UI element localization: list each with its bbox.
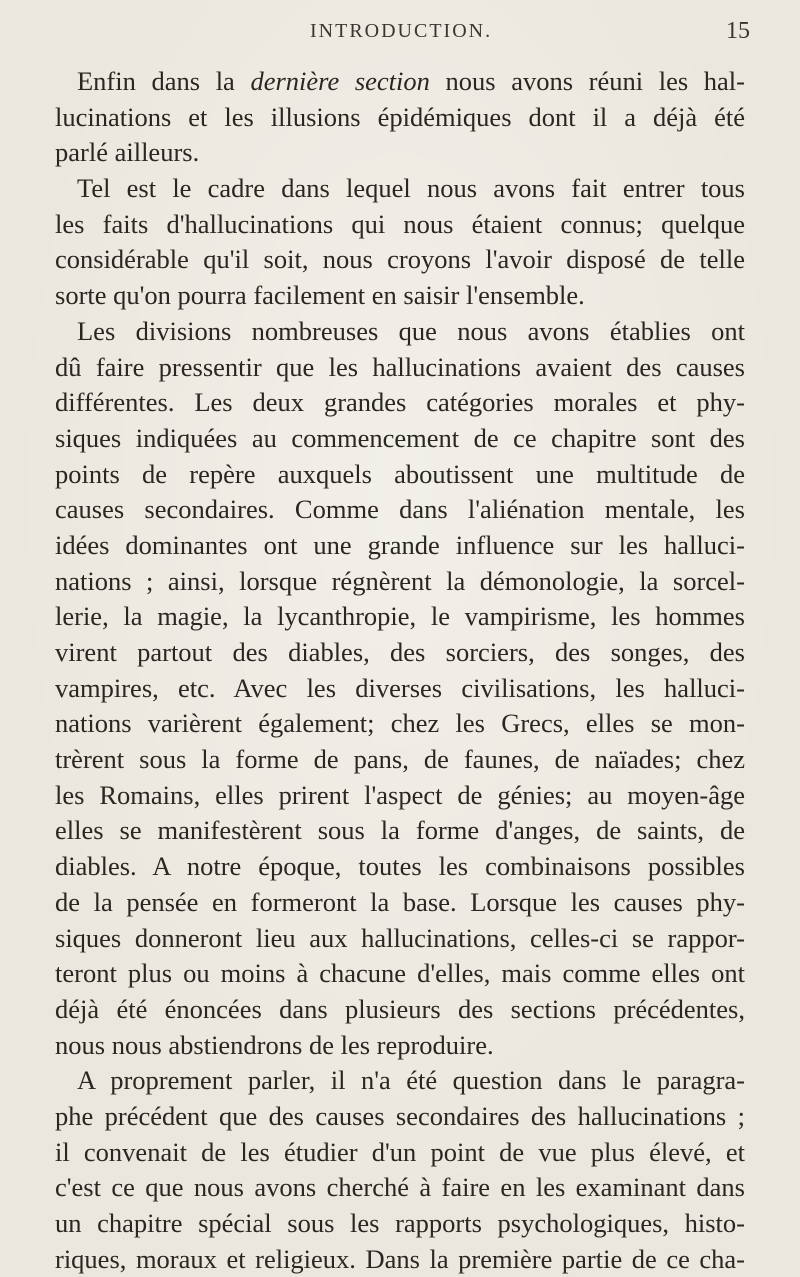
- text-line: [55, 956, 745, 992]
- text-line-content: nous avons réuni les hal-: [429, 66, 745, 96]
- text-line: [55, 992, 745, 1028]
- text-line-content: lerie, la magie, la lycanthropie, le vampirisme, les hommes: [55, 601, 745, 632]
- text-line: [55, 314, 745, 350]
- text-line-content: siques donneront lieu aux hallucinations, celles-ci se rappor-: [55, 922, 745, 953]
- text-line-content: vampires, etc. Avec les diverses civilisations, les halluci-: [55, 672, 745, 703]
- text-line: [55, 528, 745, 564]
- italic-phrase: dernière section: [250, 66, 430, 96]
- text-line-content: idées dominantes ont une grande influence sur les halluci-: [55, 529, 745, 560]
- text-line: [55, 135, 745, 171]
- text-line: [55, 706, 745, 742]
- text-line: [55, 635, 745, 671]
- text-line: [55, 278, 745, 314]
- text-line: [55, 813, 745, 849]
- text-line-content: c'est ce que nous avons cherché à faire en les examinant dans: [55, 1172, 745, 1203]
- text-line: [55, 207, 745, 243]
- running-head-title: INTRODUCTION.: [310, 20, 493, 42]
- text-line: [55, 350, 745, 386]
- text-line-content: un chapitre spécial sous les rapports psychologiques, histo-: [55, 1208, 745, 1238]
- text-line: [55, 1206, 745, 1242]
- text-line-content: Les divisions nombreuses que nous avons établies ont: [77, 315, 745, 346]
- text-line: [55, 1063, 745, 1099]
- text-line-content: parlé ailleurs.: [55, 137, 200, 168]
- text-line: [55, 885, 745, 921]
- text-line-content: phe précédent que des causes secondaires des hallucinations ;: [55, 1100, 745, 1131]
- text-line-content: riques, moraux et religieux. Dans la première partie de ce cha-: [55, 1243, 745, 1274]
- text-line-content: Tel est le cadre dans lequel nous avons fait entrer tous: [77, 173, 745, 204]
- text-line-content: virent partout des diables, des sorciers, des songes, des: [55, 637, 745, 667]
- text-line: [55, 64, 745, 100]
- text-line: [55, 457, 745, 493]
- text-line: [55, 921, 745, 957]
- text-line-content: de la pensée en formeront la base. Lorsque les causes phy-: [55, 886, 745, 917]
- text-line: [55, 171, 745, 207]
- text-line-content: diables. A notre époque, toutes les combinaisons possibles: [55, 851, 745, 882]
- text-line: [55, 1028, 745, 1064]
- text-line-content: il convenait de les étudier d'un point de vue plus élevé, et: [55, 1136, 745, 1167]
- text-line: [55, 1242, 745, 1277]
- text-line-content: sorte qu'on pourra facilement en saisir l'ensemble.: [55, 280, 585, 311]
- text-line-content: nations varièrent également; chez les Grecs, elles se mon-: [55, 708, 745, 739]
- running-head: [0, 10, 800, 50]
- text-line-content: points de repère auxquels aboutissent une multitude de: [55, 458, 745, 489]
- text-line: [55, 385, 745, 421]
- text-line-content: déjà été énoncées dans plusieurs des sections précédentes,: [55, 993, 745, 1024]
- text-line-content: siques indiquées au commencement de ce chapitre sont des: [55, 422, 745, 453]
- text-line-content: elles se manifestèrent sous la forme d'anges, de saints, de: [55, 815, 745, 846]
- text-line: [55, 100, 745, 136]
- text-line: [55, 849, 745, 885]
- body-text: [55, 64, 745, 1277]
- text-line: [55, 671, 745, 707]
- text-line: [55, 242, 745, 278]
- text-line-content: teront plus ou moins à chacune d'elles, mais comme elles ont: [55, 958, 745, 989]
- text-line-content: causes secondaires. Comme dans l'aliénation mentale, les: [55, 494, 745, 525]
- text-line: [55, 742, 745, 778]
- text-line: [55, 1170, 745, 1206]
- text-line: [55, 421, 745, 457]
- text-line-content: lucinations et les illusions épidémiques dont il a déjà été: [55, 101, 745, 132]
- text-line-content: les faits d'hallucinations qui nous étaient connus; quelque: [55, 208, 745, 239]
- text-line: [55, 778, 745, 814]
- text-line: [55, 492, 745, 528]
- text-line: [55, 1135, 745, 1171]
- text-line-content: nous nous abstiendrons de les reproduire.: [55, 1029, 494, 1060]
- page-number: 15: [726, 18, 750, 44]
- text-line-content: différentes. Les deux grandes catégories morales et phy-: [55, 387, 745, 418]
- text-line-content: les Romains, elles prirent l'aspect de génies; au moyen-âge: [55, 779, 745, 810]
- text-line-content: dû faire pressentir que les hallucinations avaient des causes: [55, 351, 745, 382]
- text-line-content: nations ; ainsi, lorsque régnèrent la démonologie, la sorcel-: [55, 565, 745, 596]
- text-line: [55, 564, 745, 600]
- text-line: [55, 599, 745, 635]
- text-line-content: considérable qu'il soit, nous croyons l'avoir disposé de telle: [55, 244, 745, 275]
- text-line-content: trèrent sous la forme de pans, de faunes, de naïades; chez: [55, 744, 745, 775]
- text-line-content: A proprement parler, il n'a été question dans le paragra-: [77, 1065, 745, 1096]
- text-line-content: Enfin dans la: [77, 66, 251, 96]
- text-line: [55, 1099, 745, 1135]
